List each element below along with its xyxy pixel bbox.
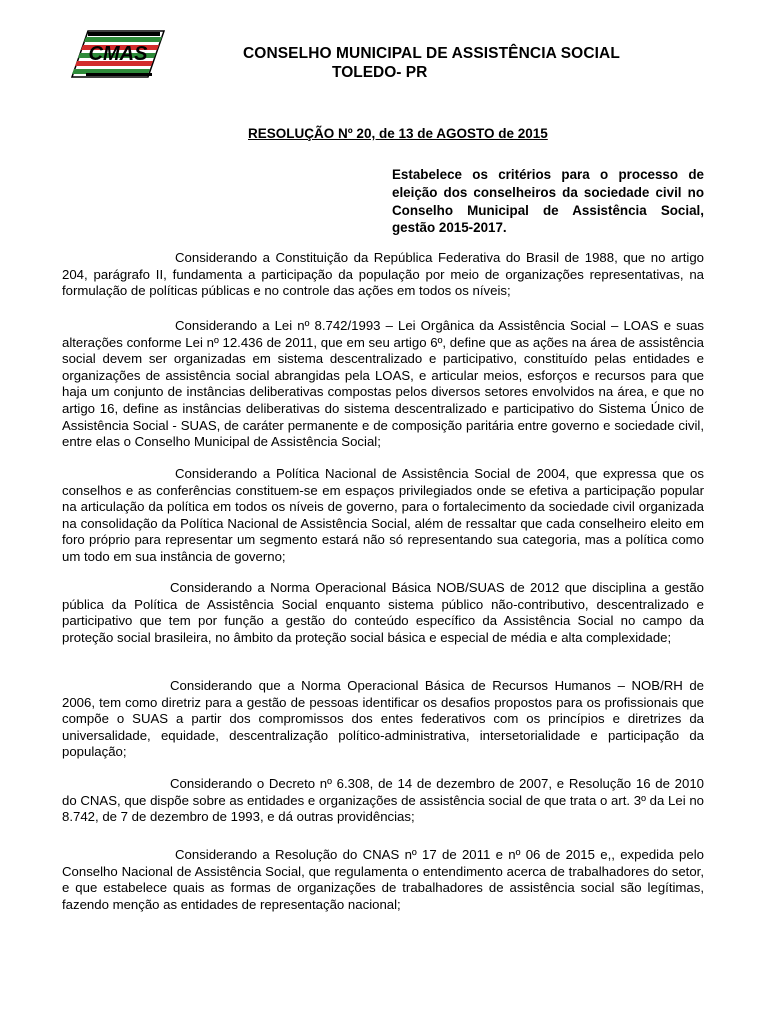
paragraph-nob-rh: Considerando que a Norma Operacional Básica de Recursos Humanos – NOB/RH de 2006, tem como diretriz para a gestão de pessoas identificar os desafios propostos para os profissionais que compõe o SUAS a partir dos compromissos dos entes federativos com os princípios e diretrizes da universalidade, equidade, descentralização político-administrativa, intersetorialidade e participação da população; xyxy=(62,678,704,760)
council-city: TOLEDO- PR xyxy=(332,64,428,81)
paragraph-cnas: Considerando a Resolução do CNAS nº 17 de 2011 e nº 06 de 2015 e,, expedida pelo Conselho Nacional de Assistência Social, que regulamenta o entendimento acerca de trabalhadores do setor, e que estabelece quais as formas de organizações de trabalhadores de assistência social são legítimas, fazendo menção as entidades de representação nacional; xyxy=(62,847,704,912)
paragraph-loas: Considerando a Lei nº 8.742/1993 – Lei Orgânica da Assistência Social – LOAS e suas alterações conforme Lei nº 12.436 de 2011, que em seu artigo 6º, define que as ações na área de assistência social devem ser organizadas em sistema descentralizado e participativo, constituído pelas entidades e organizações de assistência social abrangidas pela LOAS, e articular meios, esforços e recursos para que haja um conjunto de instâncias deliberativas compostas pelos diversos setores envolvidos na área, e que no artigo 16, define as instâncias deliberativas do sistema descentralizado e participativo do Sistema Único de Assistência Social - SUAS, de caráter permanente e de composição paritária entre governo e sociedade civil, entre elas o Conselho Municipal de Assistência Social; xyxy=(62,318,704,450)
svg-text:CMAS: CMAS xyxy=(88,43,148,65)
paragraph-decreto: Considerando o Decreto nº 6.308, de 14 de dezembro de 2007, e Resolução 16 de 2010 do CNAS, que dispõe sobre as entidades e organizações de assistência social de que trata o art. 3º da Lei no 8.742, de 7 de dezembro de 1993, e dá outras providências; xyxy=(62,776,704,825)
resolution-title: RESOLUÇÃO Nº 20, de 13 de AGOSTO de 2015 xyxy=(248,126,548,141)
paragraph-nob-suas: Considerando a Norma Operacional Básica NOB/SUAS de 2012 que disciplina a gestão pública da Política de Assistência Social enquanto sistema público não-contributivo, descentralizado e participativo que tem por função a gestão do conteúdo específico da Assistência Social no campo da proteção social brasileira, no âmbito da proteção social básica e especial de média e alta complexidade; xyxy=(62,580,704,645)
council-title: CONSELHO MUNICIPAL DE ASSISTÊNCIA SOCIAL xyxy=(243,45,620,62)
ementa: Estabelece os critérios para o processo de eleição dos conselheiros da sociedade civil no Conselho Municipal de Assistência Social, gestão 2015-2017. xyxy=(392,167,704,236)
paragraph-constituicao: Considerando a Constituição da República Federativa do Brasil de 1988, que no artigo 204, parágrafo II, fundamenta a participação da população por meio de organizações representativas, na formulação de políticas públicas e no controle das ações em todos os níveis; xyxy=(62,250,704,299)
paragraph-pnas: Considerando a Política Nacional de Assistência Social de 2004, que expressa que os conselhos e as conferências constituem-se em espaços privilegiados onde se efetiva a participação popular na articulação da política em todos os níveis de governo, para o fortalecimento da sociedade civil organizada na consolidação da Política Nacional de Assistência Social, além de ressaltar que cada conselheiro eleito em foro próprio para representar um segmento estará não só representando sua categoria, mas a política como um todo em sua instância de governo; xyxy=(62,466,704,564)
cmas-logo xyxy=(66,27,166,81)
